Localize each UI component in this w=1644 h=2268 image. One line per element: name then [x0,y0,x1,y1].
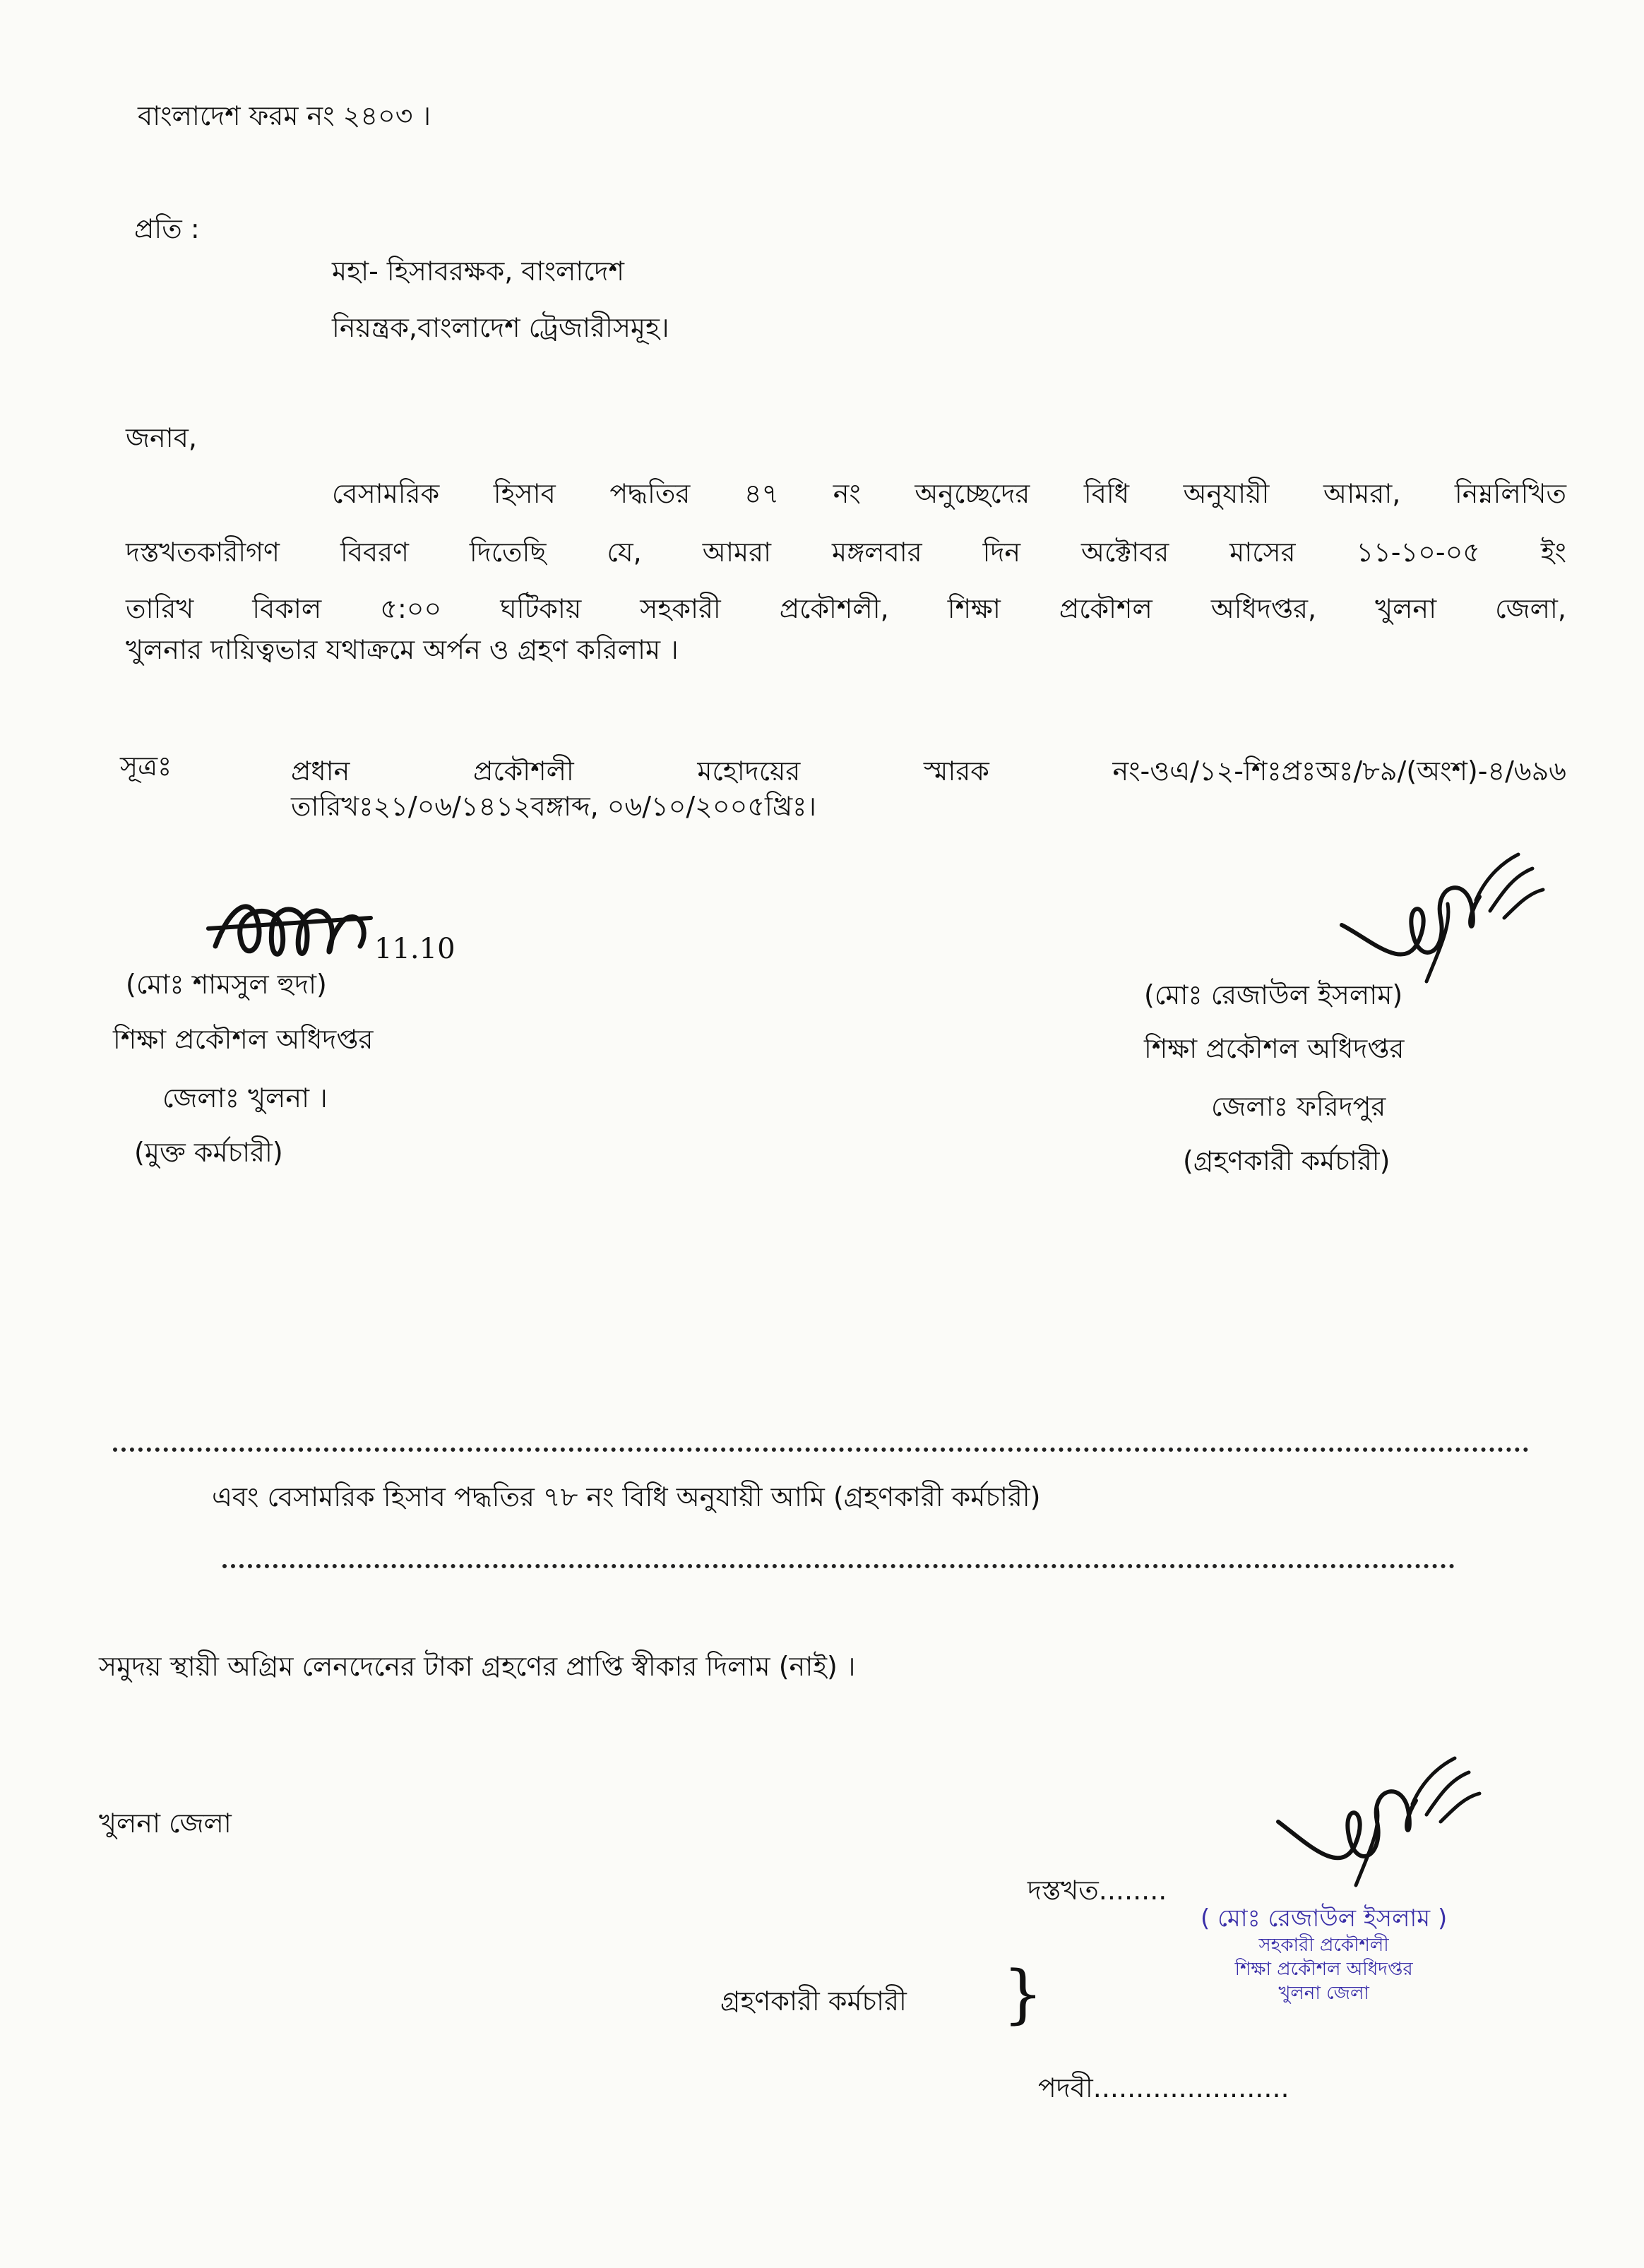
receiving-officer-name: (মোঃ রেজাউল ইসলাম) [1144,979,1403,1010]
relieved-sign-date: 11.10 [374,933,455,965]
recipient-controller-treasuries: নিয়ন্ত্রক,বাংলাদেশ ট্রেজারীসমূহ। [332,312,669,343]
receiving-officer-signature [1328,833,1554,996]
recipient-accountant-general: মহা- হিসাবরক্ষক, বাংলাদেশ [332,256,624,287]
body-line-1: বেসামরিক হিসাব পদ্ধতির ৪৭ নং অনুচ্ছেদের বিধি অনুযায়ী আমরা, নিম্নলিখিত [332,478,1566,509]
place-district: খুলনা জেলা [99,1808,232,1839]
fill-in-dotted-line [222,1564,1455,1568]
body-line-4: খুলনার দায়িত্বভার যথাক্রমে অর্পন ও গ্রহণ করিলাম । [126,634,679,665]
receiver-label: গ্রহণকারী কর্মচারী [720,1986,907,2017]
relieved-officer-role: (মুক্ত কর্মচারী) [134,1137,283,1168]
stamp-title: সহকারী প্রকৌশলী [1258,1935,1389,1957]
body-line-2: দস্তখতকারীগণ বিবরণ দিতেছি যে, আমরা মঙ্গলবার দিন অক্টোবর মাসের ১১-১০-০৫ ইং [126,537,1566,568]
receiving-officer-office: শিক্ষা প্রকৌশল অধিদপ্তর [1144,1033,1405,1064]
stamp-office: শিক্ষা প্রকৌশল অধিদপ্তর [1234,1958,1413,1980]
receiver-final-signature [1264,1744,1490,1899]
relieved-officer-name: (মোঃ শামসুল হুদা) [126,969,327,1000]
receiver-brace: } [1003,1957,1044,2031]
salutation: জনাব, [126,422,197,453]
form-number: বাংলাদেশ ফরম নং ২৪০৩ । [138,100,431,131]
body-line-3: তারিখ বিকাল ৫:০০ ঘটিকায় সহকারী প্রকৌশলী, শিক্ষা প্রকৌশল অধিদপ্তর, খুলনা জেলা, [126,593,1566,624]
relieved-officer-office: শিক্ষা প্রকৌশল অধিদপ্তর [113,1024,374,1055]
receiving-officer-role: (গ্রহণকারী কর্মচারী) [1183,1145,1390,1176]
receiving-officer-district: জেলাঃ ফরিদপুর [1211,1091,1386,1122]
official-stamp [1201,1903,1447,2006]
reference-date: তারিখঃ২১/০৬/১৪১২বঙ্গাব্দ, ০৬/১০/২০০৫খ্রিঃ। [291,791,816,822]
signature-label: দস্তখত........ [1028,1875,1167,1906]
designation-label: পদবী....................... [1038,2072,1289,2103]
separator-dotted-line [113,1448,1529,1452]
stamp-name: ( মোঃ রেজাউল ইসলাম ) [1201,1904,1448,1933]
reference-label: সূত্রঃ [120,751,172,782]
stamp-district: খুলনা জেলা [1278,1982,1369,2004]
second-section-line-2: সমুদয় স্থায়ী অগ্রিম লেনদেনের টাকা গ্রহণের প্রাপ্তি স্বীকার দিলাম (নাই) । [99,1651,856,1682]
reference-memo-number: প্রধান প্রকৌশলী মহোদয়ের স্মারক নং-ওএ/১২-শিঃপ্রঃঅঃ/৮৯/(অংশ)-৪/৬৯৬ [291,756,1566,787]
to-label: প্রতি : [134,213,200,244]
second-section-line-1: এবং বেসামরিক হিসাব পদ্ধতির ৭৮ নং বিধি অনুযায়ী আমি (গ্রহণকারী কর্মচারী) [212,1481,1041,1512]
show-through-text [777,233,784,258]
relieved-officer-district: জেলাঃ খুলনা । [162,1082,328,1114]
